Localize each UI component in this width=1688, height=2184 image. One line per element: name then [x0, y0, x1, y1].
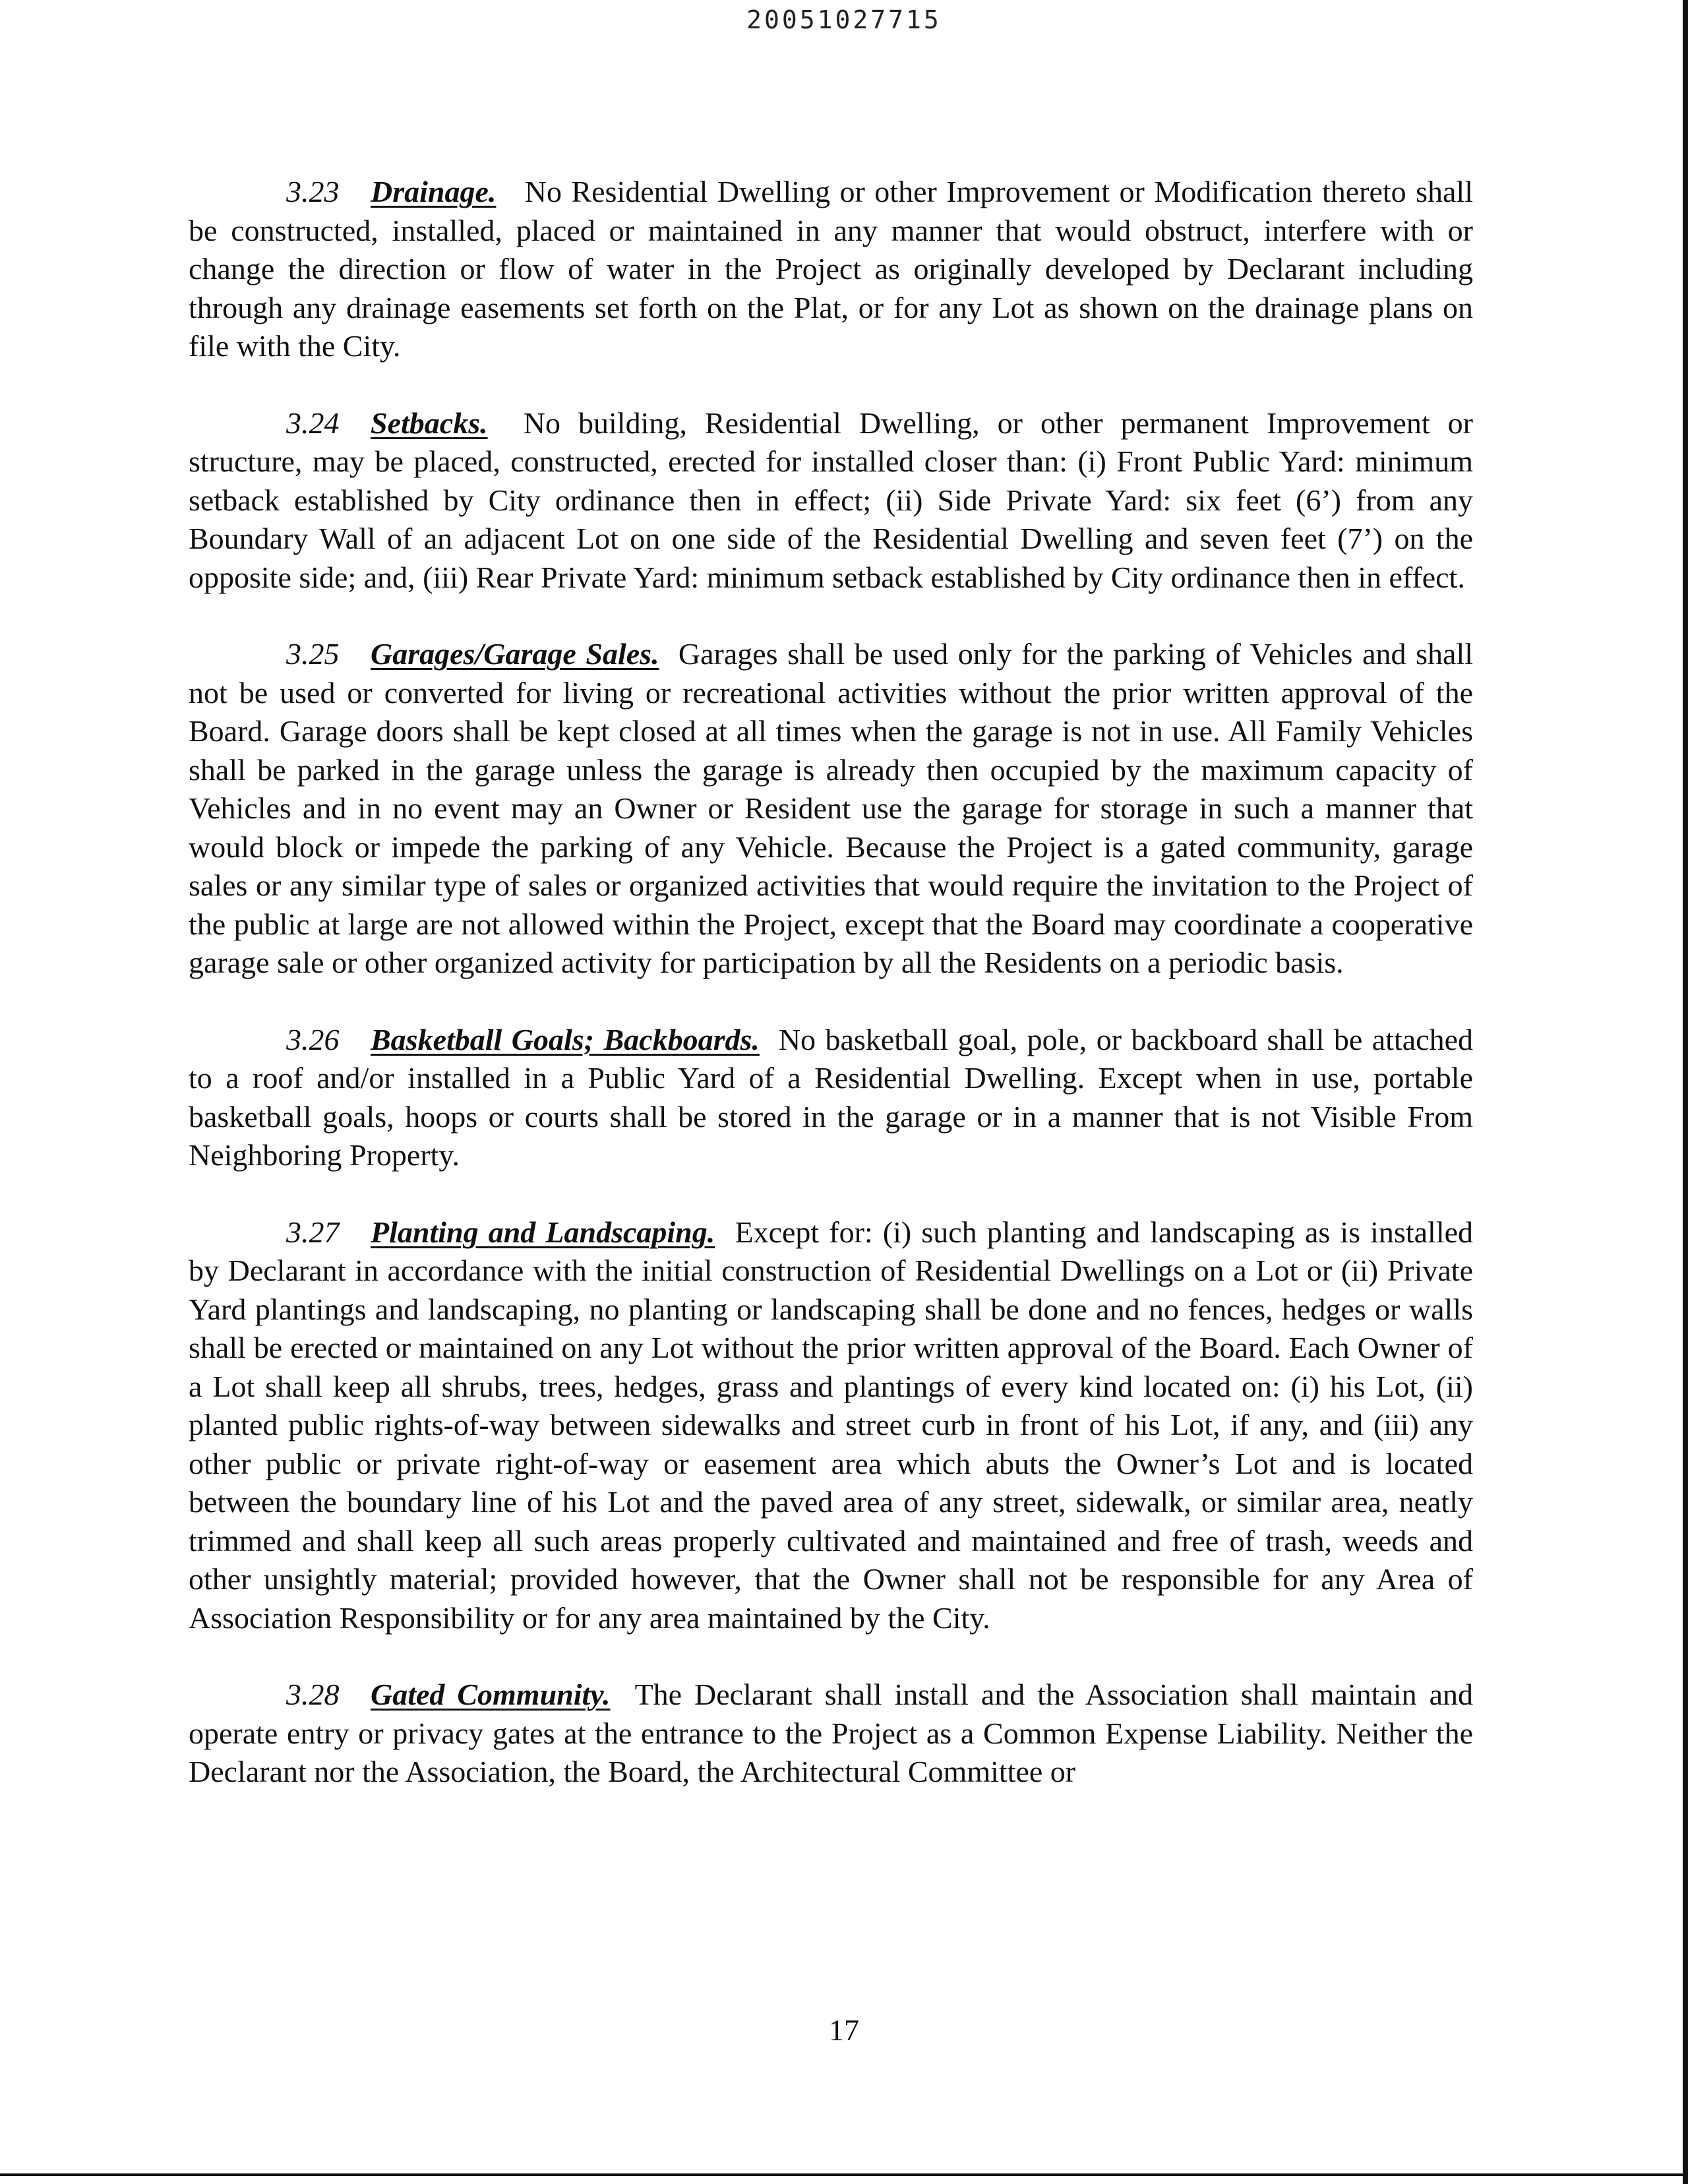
- section-heading: Planting and Landscaping.: [371, 1215, 715, 1249]
- section-number: 3.27: [286, 1215, 340, 1249]
- section-3-28: [189, 1676, 1473, 1792]
- scan-right-edge: [1683, 0, 1688, 2184]
- section-heading: Basketball Goals; Backboards.: [371, 1022, 760, 1056]
- document-body: [189, 173, 1473, 1830]
- section-text: Garages shall be used only for the parking of Vehicles and shall not be used or converted for living or recreational activities without the prior written approval of the Board. Garage doors shall be kept closed at all times when the garage is not in use. All Family Vehicles shall be parked in the garage unless the garage is already then occupied by the maximum capacity of Vehicles and in no event may an Owner or Resident use the garage for storage in such a manner that would block or impede the parking of any Vehicle. Because the Project is a gated community, garage sales or any similar type of sales or organized activities that would require the invitation to the Project of the public at large are not allowed within the Project, except that the Board may coordinate a cooperative garage sale or other organized activity for participation by all the Residents on a periodic basis.: [189, 637, 1474, 979]
- section-heading: Drainage.: [371, 175, 497, 208]
- section-number: 3.25: [286, 637, 340, 671]
- section-heading: Garages/Garage Sales.: [371, 637, 659, 671]
- section-3-23: [189, 173, 1473, 366]
- section-text: No building, Residential Dwelling, or other permanent Improvement or structure, may be placed, constructed, erected for installed closer than: (i) Front Public Yard: minimum setback established by City ordinance then in effect; (ii) Side Private Yard: six feet (6’) from any Boundary Wall of an adjacent Lot on one side of the Residential Dwelling and seven feet (7’) on the opposite side; and, (iii) Rear Private Yard: minimum setback established by City ordinance then in effect.: [189, 406, 1474, 594]
- section-3-25: [189, 635, 1473, 983]
- section-heading: Setbacks.: [371, 406, 488, 440]
- section-text: No basketball goal, pole, or backboard shall be attached to a roof and/or installed in a Public Yard of a Residential Dwelling. Except when in use, portable basketball goals, hoops or courts shall be stored in the garage or in a manner that is not Visible From Neighboring Property.: [189, 1022, 1473, 1172]
- section-3-26: [189, 1021, 1473, 1175]
- section-text: No Residential Dwelling or other Improvement or Modification thereto shall be constructed, installed, placed or maintained in any manner that would obstruct, interfere with or change the direction or flow of water in the Project as originally developed by Declarant including through any drainage easements set forth on the Plat, or for any Lot as shown on the drainage plans on file with the City.: [189, 175, 1473, 363]
- section-number: 3.24: [286, 406, 340, 440]
- section-3-27: [189, 1213, 1473, 1638]
- section-heading: Gated Community.: [371, 1678, 611, 1711]
- document-number: 20051027715: [746, 5, 942, 34]
- section-number: 3.28: [286, 1678, 340, 1711]
- section-3-24: [189, 404, 1473, 597]
- scan-bottom-edge: [0, 2173, 1688, 2176]
- section-number: 3.26: [286, 1022, 340, 1056]
- section-text: The Declarant shall install and the Association shall maintain and operate entry or privacy gates at the entrance to the Project as a Common Expense Liability. Neither the Declarant nor the Association, the Board, the Architectural Committee or: [189, 1678, 1474, 1788]
- section-text: Except for: (i) such planting and landscaping as is installed by Declarant in accordance with the initial construction of Residential Dwellings on a Lot or (ii) Private Yard plantings and landscaping, no planting or landscaping shall be done and no fences, hedges or walls shall be erected or maintained on any Lot without the prior written approval of the Board. Each Owner of a Lot shall keep all shrubs, trees, hedges, grass and plantings of every kind located on: (i) his Lot, (ii) planted public rights-of-way between sidewalks and street curb in front of his Lot, if any, and (iii) any other public or private right-of-way or easement area which abuts the Owner’s Lot and is located between the boundary line of his Lot and the paved area of any street, sidewalk, or similar area, neatly trimmed and shall keep all such areas properly cultivated and maintained and free of trash, weeds and other unsightly material; provided however, that the Owner shall not be responsible for any Area of Association Responsibility or for any area maintained by the City.: [189, 1215, 1474, 1635]
- page-number: 17: [829, 2013, 859, 2047]
- section-number: 3.23: [286, 175, 340, 208]
